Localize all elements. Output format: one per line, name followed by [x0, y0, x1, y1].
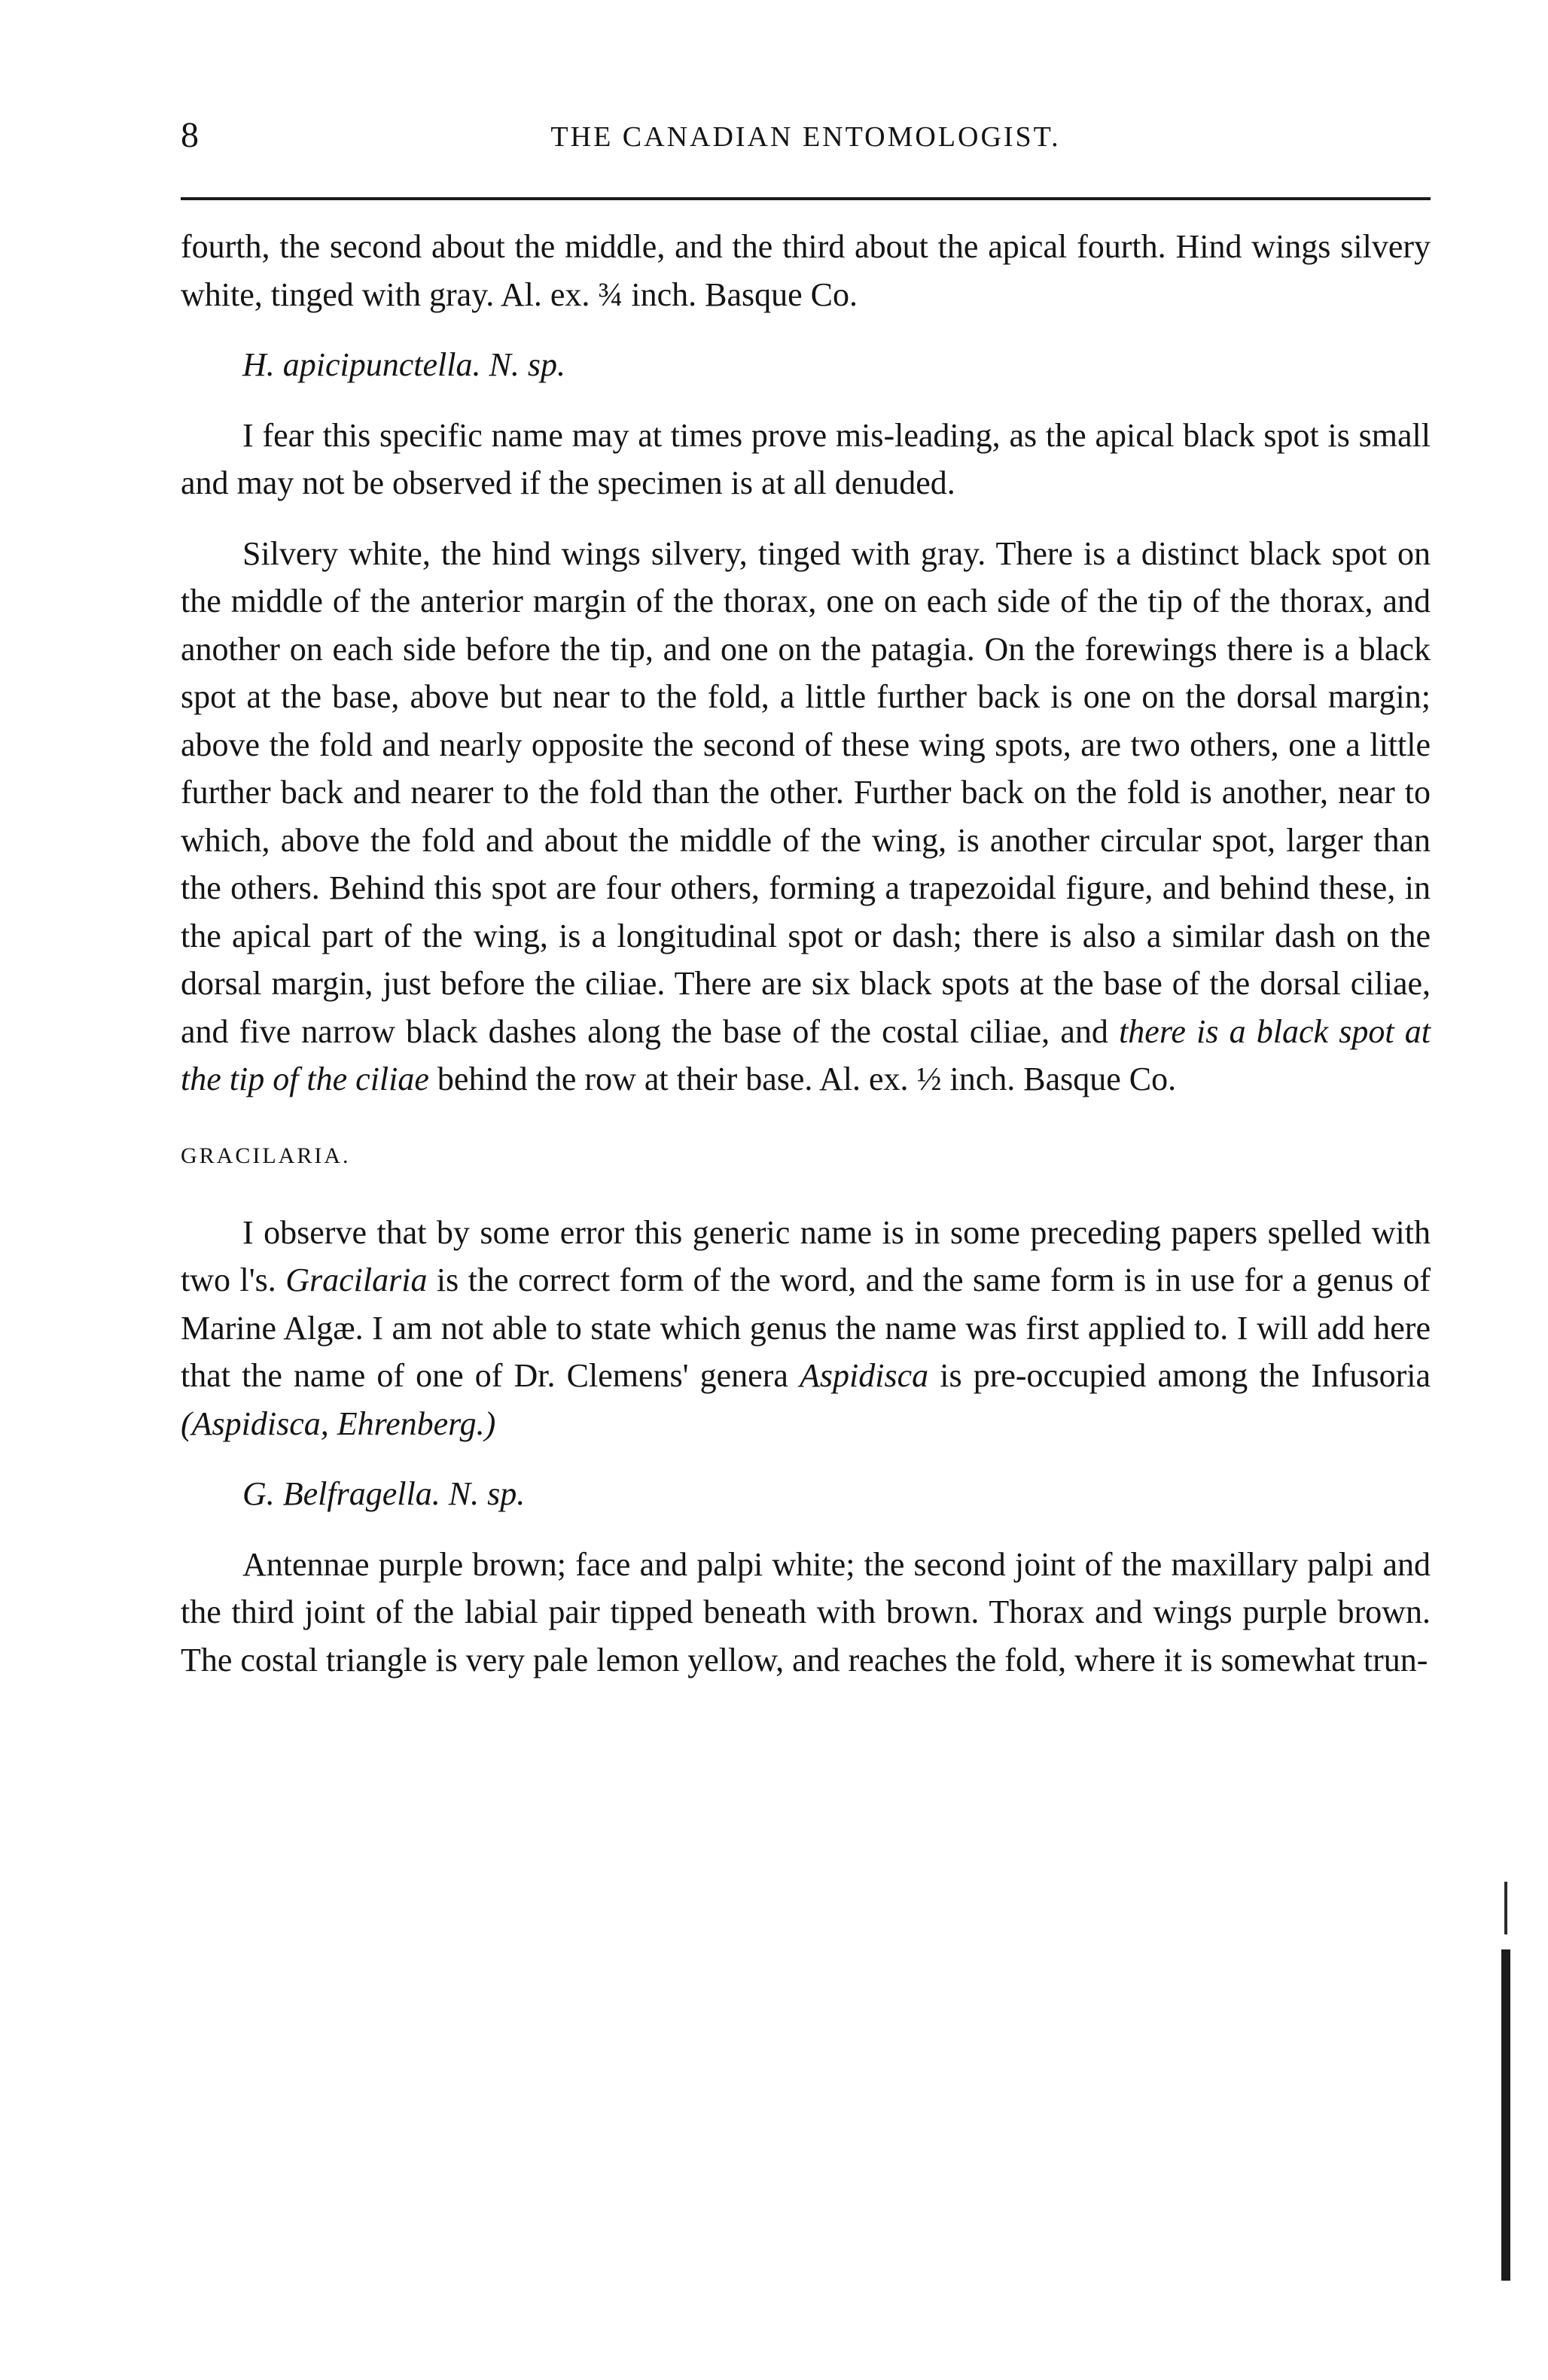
- species-heading-apicipunctella: H. apicipunctella. N. sp.: [242, 346, 565, 383]
- description-text-part-2: behind the row at their base. Al. ex. ½ inch. Basque Co.: [437, 1061, 1177, 1097]
- page-number: 8: [181, 115, 199, 155]
- description-text-part-1: Silvery white, the hind wings silvery, tinged with gray. There is a distinct black spot on the middle of the anterior margin of the thorax, one on each side of the tip of the thorax, and another on each side before the tip, and one on the patagia. On the forewings there is a black spot at the base, above but near to the fold, a little further back is one on the dorsal margin; above the fold and nearly opposite the second of these wing spots, are two others, one a little further back and nearer to the fold than the other. Further back on the fold is another, near to which, above the fold and about the middle of the wing, is another circular spot, larger than the others. Behind this spot are four others, forming a trapezoidal figure, and behind these, in the apical part of the wing, is a longitudinal spot or dash; there is also a similar dash on the dorsal margin, just before the ciliae. There are six black spots at the base of the dorsal ciliae, and five narrow black dashes along the base of the costal ciliae, and: [181, 534, 1431, 1050]
- genus-text-part-2: is the correct form of the word, and the same form is in use for a genus of Marine Algæ. I am not able to state which genus the name was first applied to. I will add here that the name of one of Dr. Clemens' genera: [181, 1262, 1431, 1394]
- header-rule: [181, 197, 1431, 200]
- running-head: THE CANADIAN ENTOMOLOGIST.: [550, 121, 1061, 153]
- belfragella-description-paragraph: Antennae purple brown; face and palpi white; the second joint of the maxillary palpi and the third joint of the labial pair tipped beneath with brown. Thorax and wings purple brown. The costal triangle is very pale lemon yellow, and reaches the fold, where it is somewhat trun-: [181, 1545, 1431, 1678]
- genus-text-part-3: is pre-occupied among the Infusoria: [940, 1357, 1431, 1394]
- species-note-paragraph: I fear this specific name may at times prove mis-leading, as the apical black spot is small and may not be observed if the specimen is at all denuded.: [181, 416, 1431, 501]
- genus-text-part-1: I observe that by some error this generic name is in some preceding papers spelled with two l's.: [181, 1213, 1431, 1298]
- species-heading-belfragella: G. Belfragella. N. sp.: [242, 1475, 526, 1512]
- scan-margin-tick: [1504, 1882, 1507, 1934]
- section-heading-gracilaria: GRACILARIA.: [181, 1143, 351, 1168]
- genus-italic-citation: (Aspidisca, Ehrenberg.): [181, 1405, 496, 1442]
- species-description-paragraph: [181, 530, 1431, 1103]
- description-italic-phrase: there is a black spot at the tip of the ciliae: [181, 1012, 1431, 1097]
- scan-margin-bar: [1501, 1949, 1510, 2281]
- genus-italic-aspidisca: Aspidisca: [800, 1357, 929, 1394]
- continuation-paragraph: fourth, the second about the middle, and the third about the apical fourth. Hind wings silvery white, tinged with gray. Al. ex. ¾ inch. Basque Co.: [181, 228, 1431, 313]
- genus-note-paragraph: [181, 1209, 1431, 1448]
- genus-italic-name: Gracilaria: [285, 1262, 428, 1298]
- page-body: [181, 223, 1431, 1684]
- page-header: [181, 113, 1431, 166]
